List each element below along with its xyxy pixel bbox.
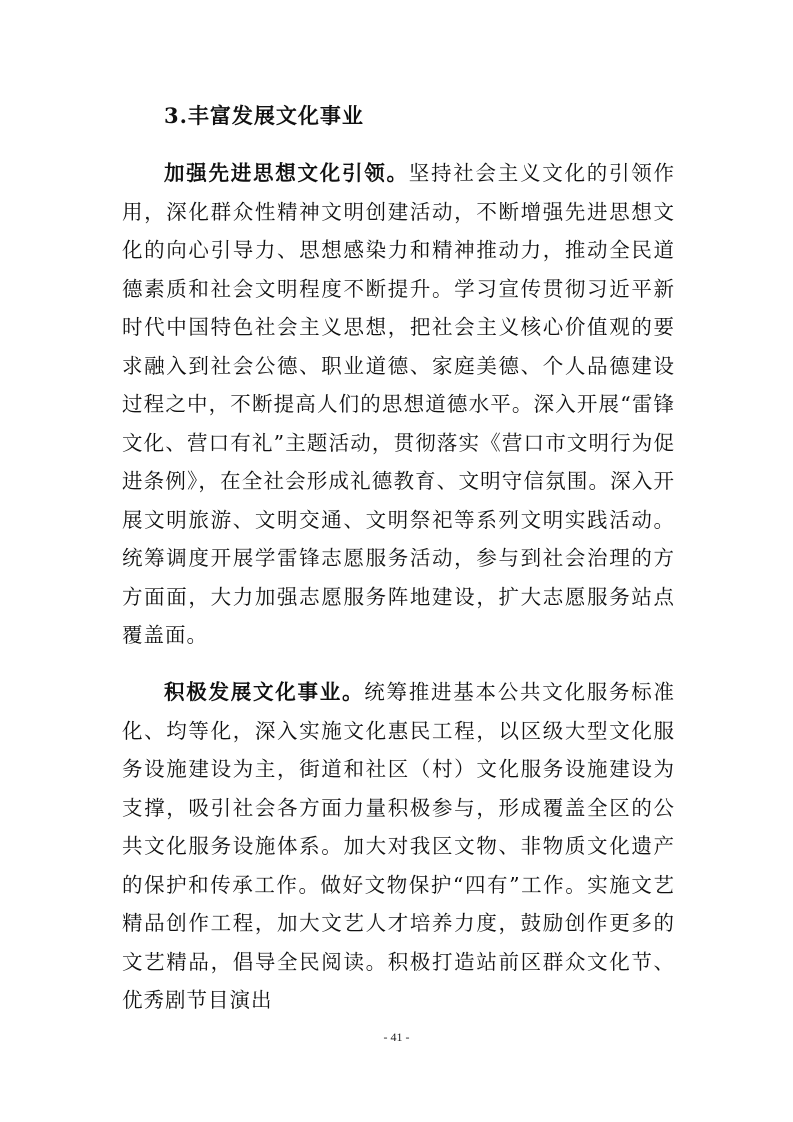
paragraph-culture-undertakings [122, 673, 675, 1020]
paragraph-thought-culture [122, 154, 675, 655]
paragraph-body: 统筹推进基本公共文化服务标准化、均等化，深入实施文化惠民工程，以区级大型文化服务设施建设为主，街道和社区（村）文化服务设施建设为支撑，吸引社会各方面力量积极参与，形成覆盖全区的公共文化服务设施体系。加大对我区文物、非物质文化遗产的保护和传承工作。做好文物保护“四有”工作。实施文艺精品创作工程，加大文艺人才培养力度，鼓励创作更多的文艺精品，倡导全民阅读。积极打造站前区群众文化节、优秀剧节目演出 [122, 680, 675, 1012]
paragraph-body: 坚持社会主义文化的引领作用，深化群众性精神文明创建活动，不断增强先进思想文化的向心引导力、思想感染力和精神推动力，推动全民道德素质和社会文明程度不断提升。学习宣传贯彻习近平新时代中国特色社会主义思想，把社会主义核心价值观的要求融入到社会公德、职业道德、家庭美德、个人品德建设过程之中，不断提高人们的思想道德水平。深入开展“雷锋文化、营口有礼”主题活动，贯彻落实《营口市文明行为促进条例》，在全社会形成礼德教育、文明守信氛围。深入开展文明旅游、文明交通、文明祭祀等系列文明实践活动。统筹调度开展学雷锋志愿服务活动，参与到社会治理的方方面面，大力加强志愿服务阵地建设，扩大志愿服务站点覆盖面。 [122, 161, 675, 647]
paragraph-lead: 积极发展文化事业。 [164, 680, 365, 704]
page-number: - 41 - [383, 1030, 410, 1044]
paragraph-lead: 加强先进思想文化引领。 [164, 161, 409, 185]
section-title: 3.丰富发展文化事业 [164, 103, 364, 128]
